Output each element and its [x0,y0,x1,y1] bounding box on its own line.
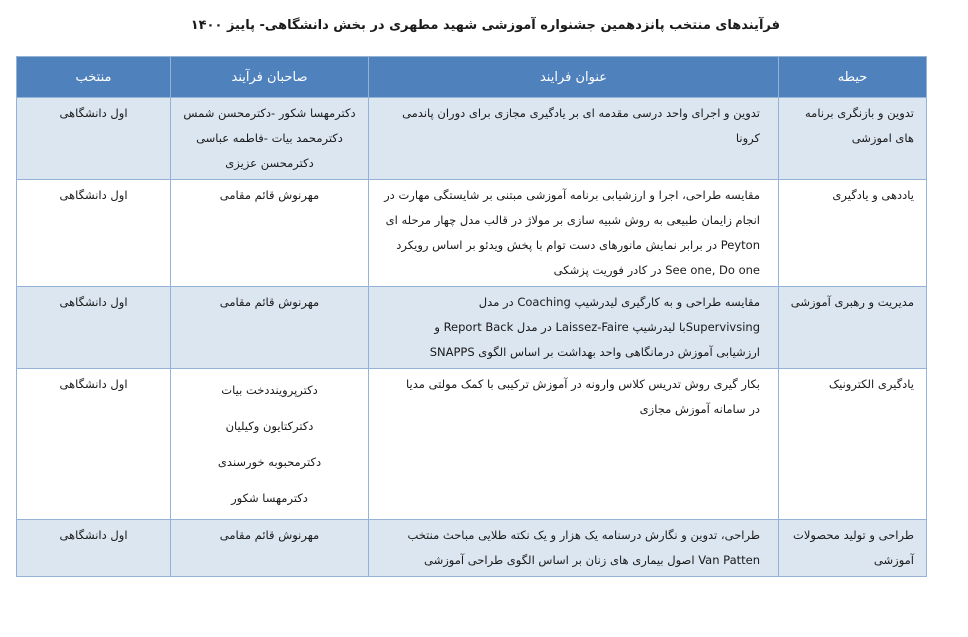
cell-owners-line: دکترمحبوبه خورسندی [217,455,322,469]
cell-domain-line: طراحی و تولید محصولات [793,528,914,542]
cell-selected [17,369,171,520]
cell-selected-line: اول دانشگاهی [59,528,128,542]
header-owners: صاحبان فرآیند [171,57,369,98]
cell-owners-line: دکترمهسا شکور [231,491,308,505]
cell-owners-line: دکترمحمد بیات -فاطمه عباسی [196,131,343,145]
cell-owners-line: دکترکتایون وکیلیان [225,419,314,433]
cell-process-title-line: Peyton در برابر نمایش مانورهای دست توام با پخش ویدئو بر اساس رویکرد [396,238,760,252]
cell-selected [17,287,171,369]
cell-domain-line: آموزشی [873,553,914,567]
table-row [17,287,927,369]
cell-owners [171,98,369,180]
table-row [17,520,927,577]
cell-selected-line: اول دانشگاهی [59,377,128,391]
cell-owners-line: مهرنوش قائم مقامی [219,295,320,309]
cell-selected [17,520,171,577]
header-selected: منتخب [17,57,171,98]
cell-selected [17,98,171,180]
cell-domain-line: تدوین و بازنگری برنامه [805,106,914,120]
cell-process-title [369,180,779,287]
cell-owners-line: دکترمهسا شکور -دکترمحسن شمس [183,106,356,120]
cell-process-title [369,287,779,369]
page-title: فرآیندهای منتخب پانزدهمین جشنواره آموزشی شهید مطهری در بخش دانشگاهی- پاییز ۱۴۰۰ [190,18,780,33]
cell-owners [171,180,369,287]
cell-owners-line: مهرنوش قائم مقامی [219,188,320,202]
header-process-title: عنوان فرایند [369,57,779,98]
cell-domain [779,98,927,180]
cell-owners [171,369,369,520]
cell-owners [171,287,369,369]
cell-process-title-line: بکار گیری روش تدریس کلاس وارونه در آموزش ترکیبی با کمک مولتی مدیا [406,377,760,391]
table-row [17,369,927,520]
cell-domain-line: های اموزشی [851,131,914,145]
cell-process-title-line: مقایسه طراحی، اجرا و ارزشیابی برنامه آموزشی مبتنی بر شایستگی مهارت در [384,188,760,202]
cell-domain-line: یادگیری الکترونیک [828,377,914,391]
cell-owners-line: دکترپروینددخت بیات [221,383,318,397]
cell-process-title [369,520,779,577]
cell-selected [17,180,171,287]
cell-selected-line: اول دانشگاهی [59,106,128,120]
cell-process-title-line: Supervivsingبا لیدرشیپ Laissez-Faire در مدل Report Back و [434,320,760,334]
cell-process-title [369,98,779,180]
cell-process-title-line: تدوین و اجرای واحد درسی مقدمه ای بر یادگیری مجازی برای دوران پاندمی [402,106,760,120]
cell-selected-line: اول دانشگاهی [59,188,128,202]
table-row [17,180,927,287]
cell-process-title-line: در سامانه آموزش مجازی [639,402,760,416]
cell-process-title-line: مقایسه طراحی و به کارگیری لیدرشیپ Coaching در مدل [478,295,760,309]
cell-process-title-line: طراحی، تدوین و نگارش درسنامه یک هزار و یک نکته طلایی مباحث منتخب [407,528,760,542]
cell-process-title-line: ارزشیابی آموزش درمانگاهی واحد بهداشت بر اساس الگوی SNAPPS [429,345,760,359]
processes-table [16,56,927,577]
header-domain: حیطه [779,57,927,98]
cell-process-title-line: انجام زایمان طبیعی به روش شبیه سازی بر مولاژ در قالب مدل چهار مرحله ای [385,213,760,227]
cell-domain [779,287,927,369]
cell-domain [779,180,927,287]
table-header-row [17,57,927,98]
cell-owners-line: مهرنوش قائم مقامی [219,528,320,542]
cell-domain [779,520,927,577]
cell-domain [779,369,927,520]
cell-process-title-line: See one, Do one در کادر فوریت پزشکی [553,263,760,277]
cell-owners [171,520,369,577]
cell-process-title-line: Van Patten اصول بیماری های زنان بر اساس الگوی طراحی آموزشی [424,553,760,567]
cell-process-title-line: کرونا [735,131,760,145]
cell-domain-line: یاددهی و یادگیری [832,188,914,202]
cell-owners-line: دکترمحسن عزیزی [225,156,314,170]
cell-domain-line: مدیریت و رهبری آموزشی [790,295,914,309]
table-row [17,98,927,180]
cell-selected-line: اول دانشگاهی [59,295,128,309]
cell-process-title [369,369,779,520]
